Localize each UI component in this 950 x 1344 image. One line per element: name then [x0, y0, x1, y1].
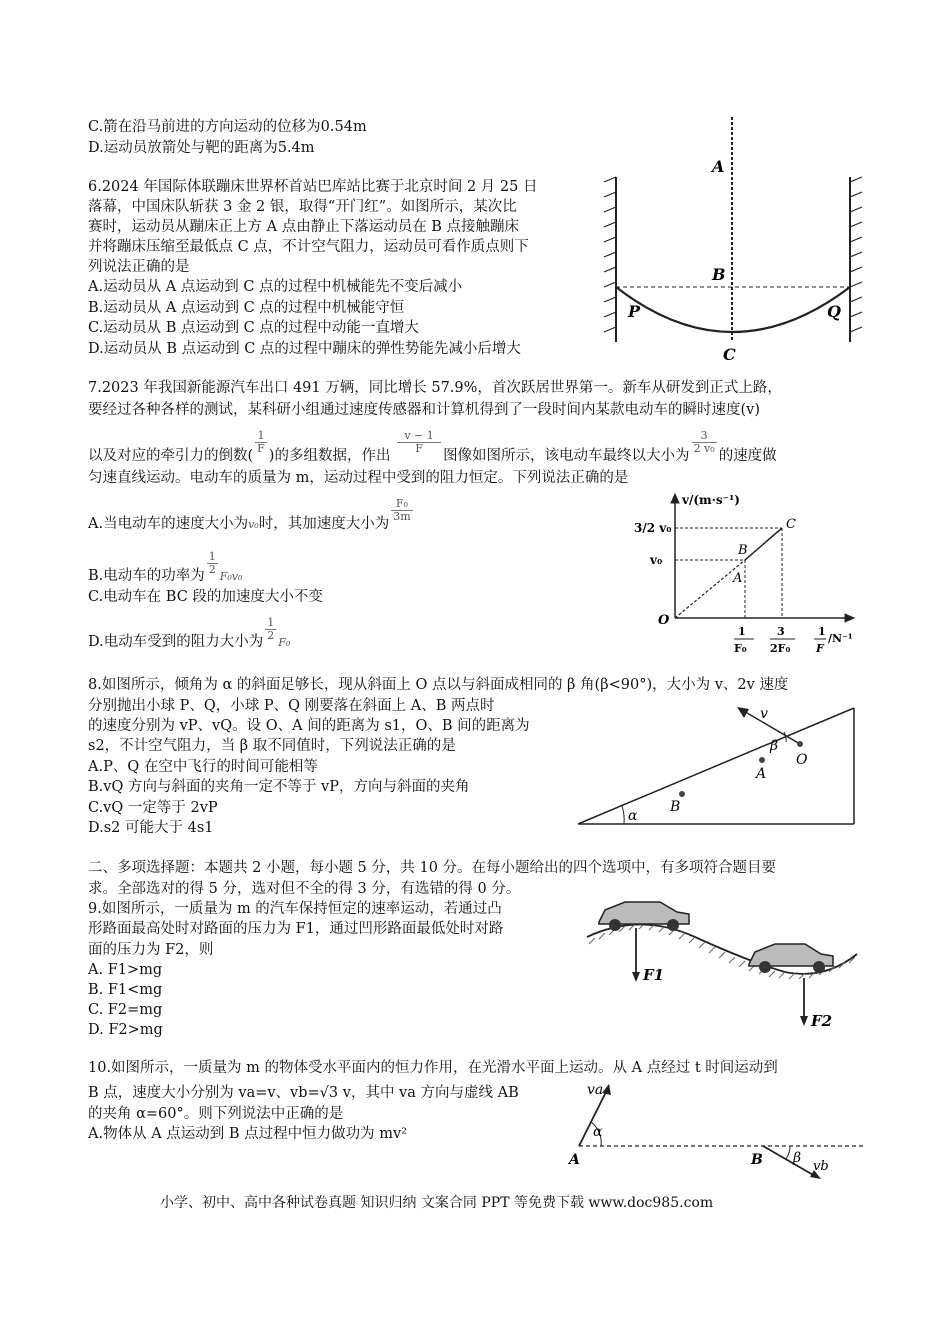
q8-stem-line4: s2，不计空气阻力，当 β 取不同值时，下列说法正确的是	[88, 738, 456, 754]
q6-stem-line5: 列说法正确的是	[88, 259, 190, 275]
q7-stem-line1: 7.2023 年我国新能源汽车出口 491 万辆，同比增长 57.9%，首次跃居世界第一。新车从研发到正式上路，	[88, 380, 782, 396]
q9-car-bottom	[749, 944, 833, 973]
page-footer: 小学、初中、高中各种试卷真题 知识归纳 文案合同 PPT 等免费下载 www.doc985.com	[160, 1195, 714, 1211]
q8-option-c: C.vQ 一定等于 2vP	[88, 800, 218, 816]
q8-stem-line1: 8.如图所示，倾角为 α 的斜面足够长，现从斜面上 O 点以与斜面成相同的 β 角(β<90°)，大小为 v、2v 速度	[88, 677, 789, 693]
q6-option-d: D.运动员从 B 点运动到 C 点的过程中蹦床的弹性势能先减小后增大	[88, 341, 521, 357]
q6-stem-line3: 赛时，运动员从蹦床正上方 A 点由静止下落运动员在 B 点接触蹦床	[88, 219, 520, 235]
q7-option-c: C.电动车在 BC 段的加速度大小不变	[88, 589, 323, 605]
q5-option-d: D.运动员放箭处与靶的距离为5.4m	[88, 140, 315, 156]
q7-option-b: B.电动车的功率为 $\frac{1}{2}$ F₀v₀	[88, 549, 243, 584]
q7-point-b: B	[738, 543, 748, 558]
q9-car-top	[599, 902, 689, 931]
q9-stem-line1: 9.如图所示，一质量为 m 的汽车保持恒定的速率运动，若通过凸	[88, 901, 502, 917]
q8-label-beta: β	[770, 738, 779, 754]
q6-trampoline-figure	[600, 112, 870, 367]
q6-option-b: B.运动员从 A 点运动到 C 点的过程中机械能守恒	[88, 300, 405, 316]
svg-text:F₀: F₀	[734, 642, 747, 655]
q10-velocity-figure	[565, 1078, 865, 1183]
q6-label-c: C	[723, 345, 736, 364]
q7-tick-1-5v0: 3/2 v₀	[634, 521, 672, 535]
q10-label-vb: vb	[813, 1159, 829, 1174]
q9-option-c: C. F2=mg	[88, 1002, 163, 1018]
q8-stem-line3: 的速度分别为 vP、vQ。设 O、A 间的距离为 s1，O、B 间的距离为	[88, 718, 530, 734]
svg-text:2F₀: 2F₀	[770, 642, 791, 655]
svg-text:F: F	[816, 642, 824, 655]
q8-label-alpha: α	[628, 808, 638, 824]
q10-label-alpha: α	[593, 1124, 603, 1140]
q10-stem-line3: 的夹角 α=60°。则下列说法中正确的是	[88, 1106, 344, 1122]
q6-label-q: Q	[827, 302, 841, 321]
q8-stem-line2: 分别抛出小球 P、Q，小球 P、Q 刚要落在斜面上 A、B 两点时	[88, 698, 495, 714]
q8-label-v: v	[760, 706, 768, 722]
svg-text:1: 1	[818, 625, 826, 638]
q8-label-a: A	[756, 766, 767, 782]
q6-stem-line4: 并将蹦床压缩至最低点 C 点，不计空气阻力，运动员可看作质点则下	[88, 239, 529, 255]
q8-label-b: B	[670, 799, 681, 815]
q10-stem-line1: 10.如图所示，一质量为 m 的物体受水平面内的恒力作用，在光滑水平面上运动。从 A 点经过 t 时间运动到	[88, 1060, 778, 1076]
q7-point-c: C	[786, 517, 796, 532]
q7-option-a: A.当电动车的速度大小为v₀时，其加速度大小为 $\frac{\text{F₀}}{3m}$	[88, 496, 411, 532]
q5-option-c: C.箭在沿马前进的方向运动的位移为0.54m	[88, 119, 367, 135]
q10-option-a: A.物体从 A 点运动到 B 点过程中恒力做功为 mv²	[88, 1126, 408, 1142]
q6-option-a: A.运动员从 A 点运动到 C 点的过程中机械能先不变后减小	[88, 279, 463, 295]
q10-label-a: A	[569, 1152, 580, 1168]
section2-line1: 二、多项选择题：本题共 2 小题，每小题 5 分，共 10 分。在每小题给出的四个选项中，有多项符合题目要	[88, 860, 777, 876]
q8-option-b: B.vQ 方向与斜面的夹角一定不等于 vP，方向与斜面的夹角	[88, 779, 470, 795]
q6-stem-line2: 落幕，中国床队斩获 3 金 2 银，取得“开门红”。如图所示，某次比	[88, 199, 517, 215]
q10-label-beta: β	[793, 1150, 802, 1166]
q7-xaxis-unit: /N⁻¹	[828, 632, 853, 645]
svg-text:1: 1	[738, 625, 746, 638]
q9-label-f1: F1	[643, 966, 665, 984]
q8-incline-figure	[572, 698, 862, 830]
q6-stem-line1: 6.2024 年国际体联蹦床世界杯首站巴库站比赛于北京时间 2 月 25 日	[88, 179, 538, 195]
q9-stem-line3: 面的压力为 F2，则	[88, 942, 214, 958]
q7-stem-line2: 要经过各种各样的测试，某科研小组通过速度传感器和计算机得到了一段时间内某款电动车的瞬时速度(v)	[88, 402, 761, 418]
q7-stem-line3: 以及对应的牵引力的倒数( $\frac{1}{F}$ )的多组数据，作出 $\frac{v - 1}{F}$ 图像如图所示，该电动车最终以大小为 $\frac{3}{\text{2 v₀}}$ 的速度做	[88, 428, 777, 464]
q7-yaxis-label: v/(m·s⁻¹)	[682, 493, 740, 507]
q7-origin-label: O	[658, 613, 670, 628]
q6-label-p: P	[628, 302, 641, 321]
q8-option-a: A.P、Q 在空中飞行的时间可能相等	[88, 759, 318, 775]
q10-label-b: B	[751, 1152, 763, 1168]
section2-line2: 求。全部选对的得 5 分，选对但不全的得 3 分，有选错的得 0 分。	[88, 881, 521, 897]
q9-label-f2: F2	[811, 1012, 833, 1030]
q6-label-b: B	[712, 265, 726, 284]
q8-option-d: D.s2 可能大于 4s1	[88, 820, 214, 836]
svg-text:3: 3	[777, 625, 785, 638]
q7-velocity-graph	[620, 490, 865, 662]
q6-option-c: C.运动员从 B 点运动到 C 点的过程中动能一直增大	[88, 320, 419, 336]
q7-option-d: D.电动车受到的阻力大小为 $\frac{1}{2}$ F₀	[88, 615, 291, 650]
q9-stem-line2: 形路面最高处时对路面的压力为 F1，通过凹形路面最低处时对路	[88, 921, 504, 937]
q9-option-a: A. F1>mg	[88, 962, 163, 978]
q10-stem-line2: B 点，速度大小分别为 va=v、vb=√3 v，其中 va 方向与虚线 AB	[88, 1085, 519, 1101]
q6-label-a: A	[712, 157, 725, 176]
q9-road-figure	[585, 892, 863, 1032]
q9-option-d: D. F2>mg	[88, 1022, 163, 1038]
q10-label-va: va	[587, 1082, 604, 1098]
q9-option-b: B. F1<mg	[88, 982, 163, 998]
q8-label-o: O	[796, 752, 808, 768]
q7-point-a: A	[733, 571, 743, 586]
q7-tick-v0: v₀	[650, 553, 663, 567]
q7-stem-line4: 匀速直线运动。电动车的质量为 m，运动过程中受到的阻力恒定。下列说法正确的是	[88, 470, 629, 486]
